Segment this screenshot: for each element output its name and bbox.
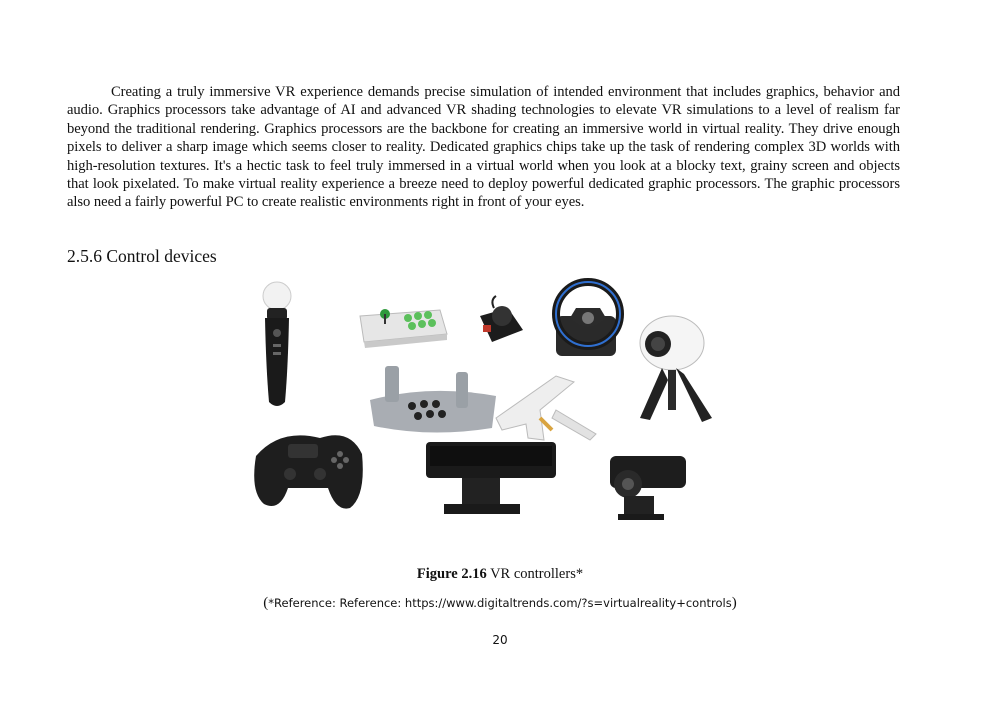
light-gun-icon [496,376,596,440]
reference-text: *Reference: Reference: https://www.digitaltrends.com/?s=virtualreality+controls [268,596,732,610]
reference-open-paren: ( [263,595,269,611]
figure-caption-text: VR controllers* [486,566,584,582]
reference-close-paren: ) [731,595,737,611]
arcade-stick-icon [360,309,447,348]
figure-vr-controllers [240,278,740,533]
eye-camera-icon [610,456,686,520]
gamepad-icon [254,435,363,508]
flight-stick-panel-icon [370,366,496,433]
paddle-controller-icon [480,296,523,342]
steering-wheel-icon [556,282,620,356]
figure-reference [0,595,1000,612]
page-number: 20 [492,633,508,647]
360-camera-icon [640,316,712,422]
body-paragraph: Creating a truly immersive VR experience demands precise simulation of intended environment that includes graphics, behavior and audio. Graphics processors take advantage of AI and advanced VR shading technologies to elevate VR simulations to a level of realism far beyond the traditional rendering. Graphics processors are the backbone for creating an immersive world in virtual reality. They drive enough pixels to deliver a sharp image which seems closer to reality. Dedicated graphics chips take up the task of rendering complex 3D worlds with high-resolution textures. It's a hectic task to feel truly immersed in a virtual world when you look at a blocky text, grainy screen and objects that look pixelated. To make virtual reality experience a breeze need to deploy powerful dedicated graphic processors. The graphic processors also need a fairly powerful PC to create realistic environments right in front of your eyes. [67,84,900,211]
figure-label: Figure 2.16 [416,566,487,582]
motion-controller-icon [263,282,291,406]
section-heading: 2.5.6 Control devices [67,246,217,266]
kinect-sensor-icon [426,442,556,514]
figure-caption [0,566,1000,583]
